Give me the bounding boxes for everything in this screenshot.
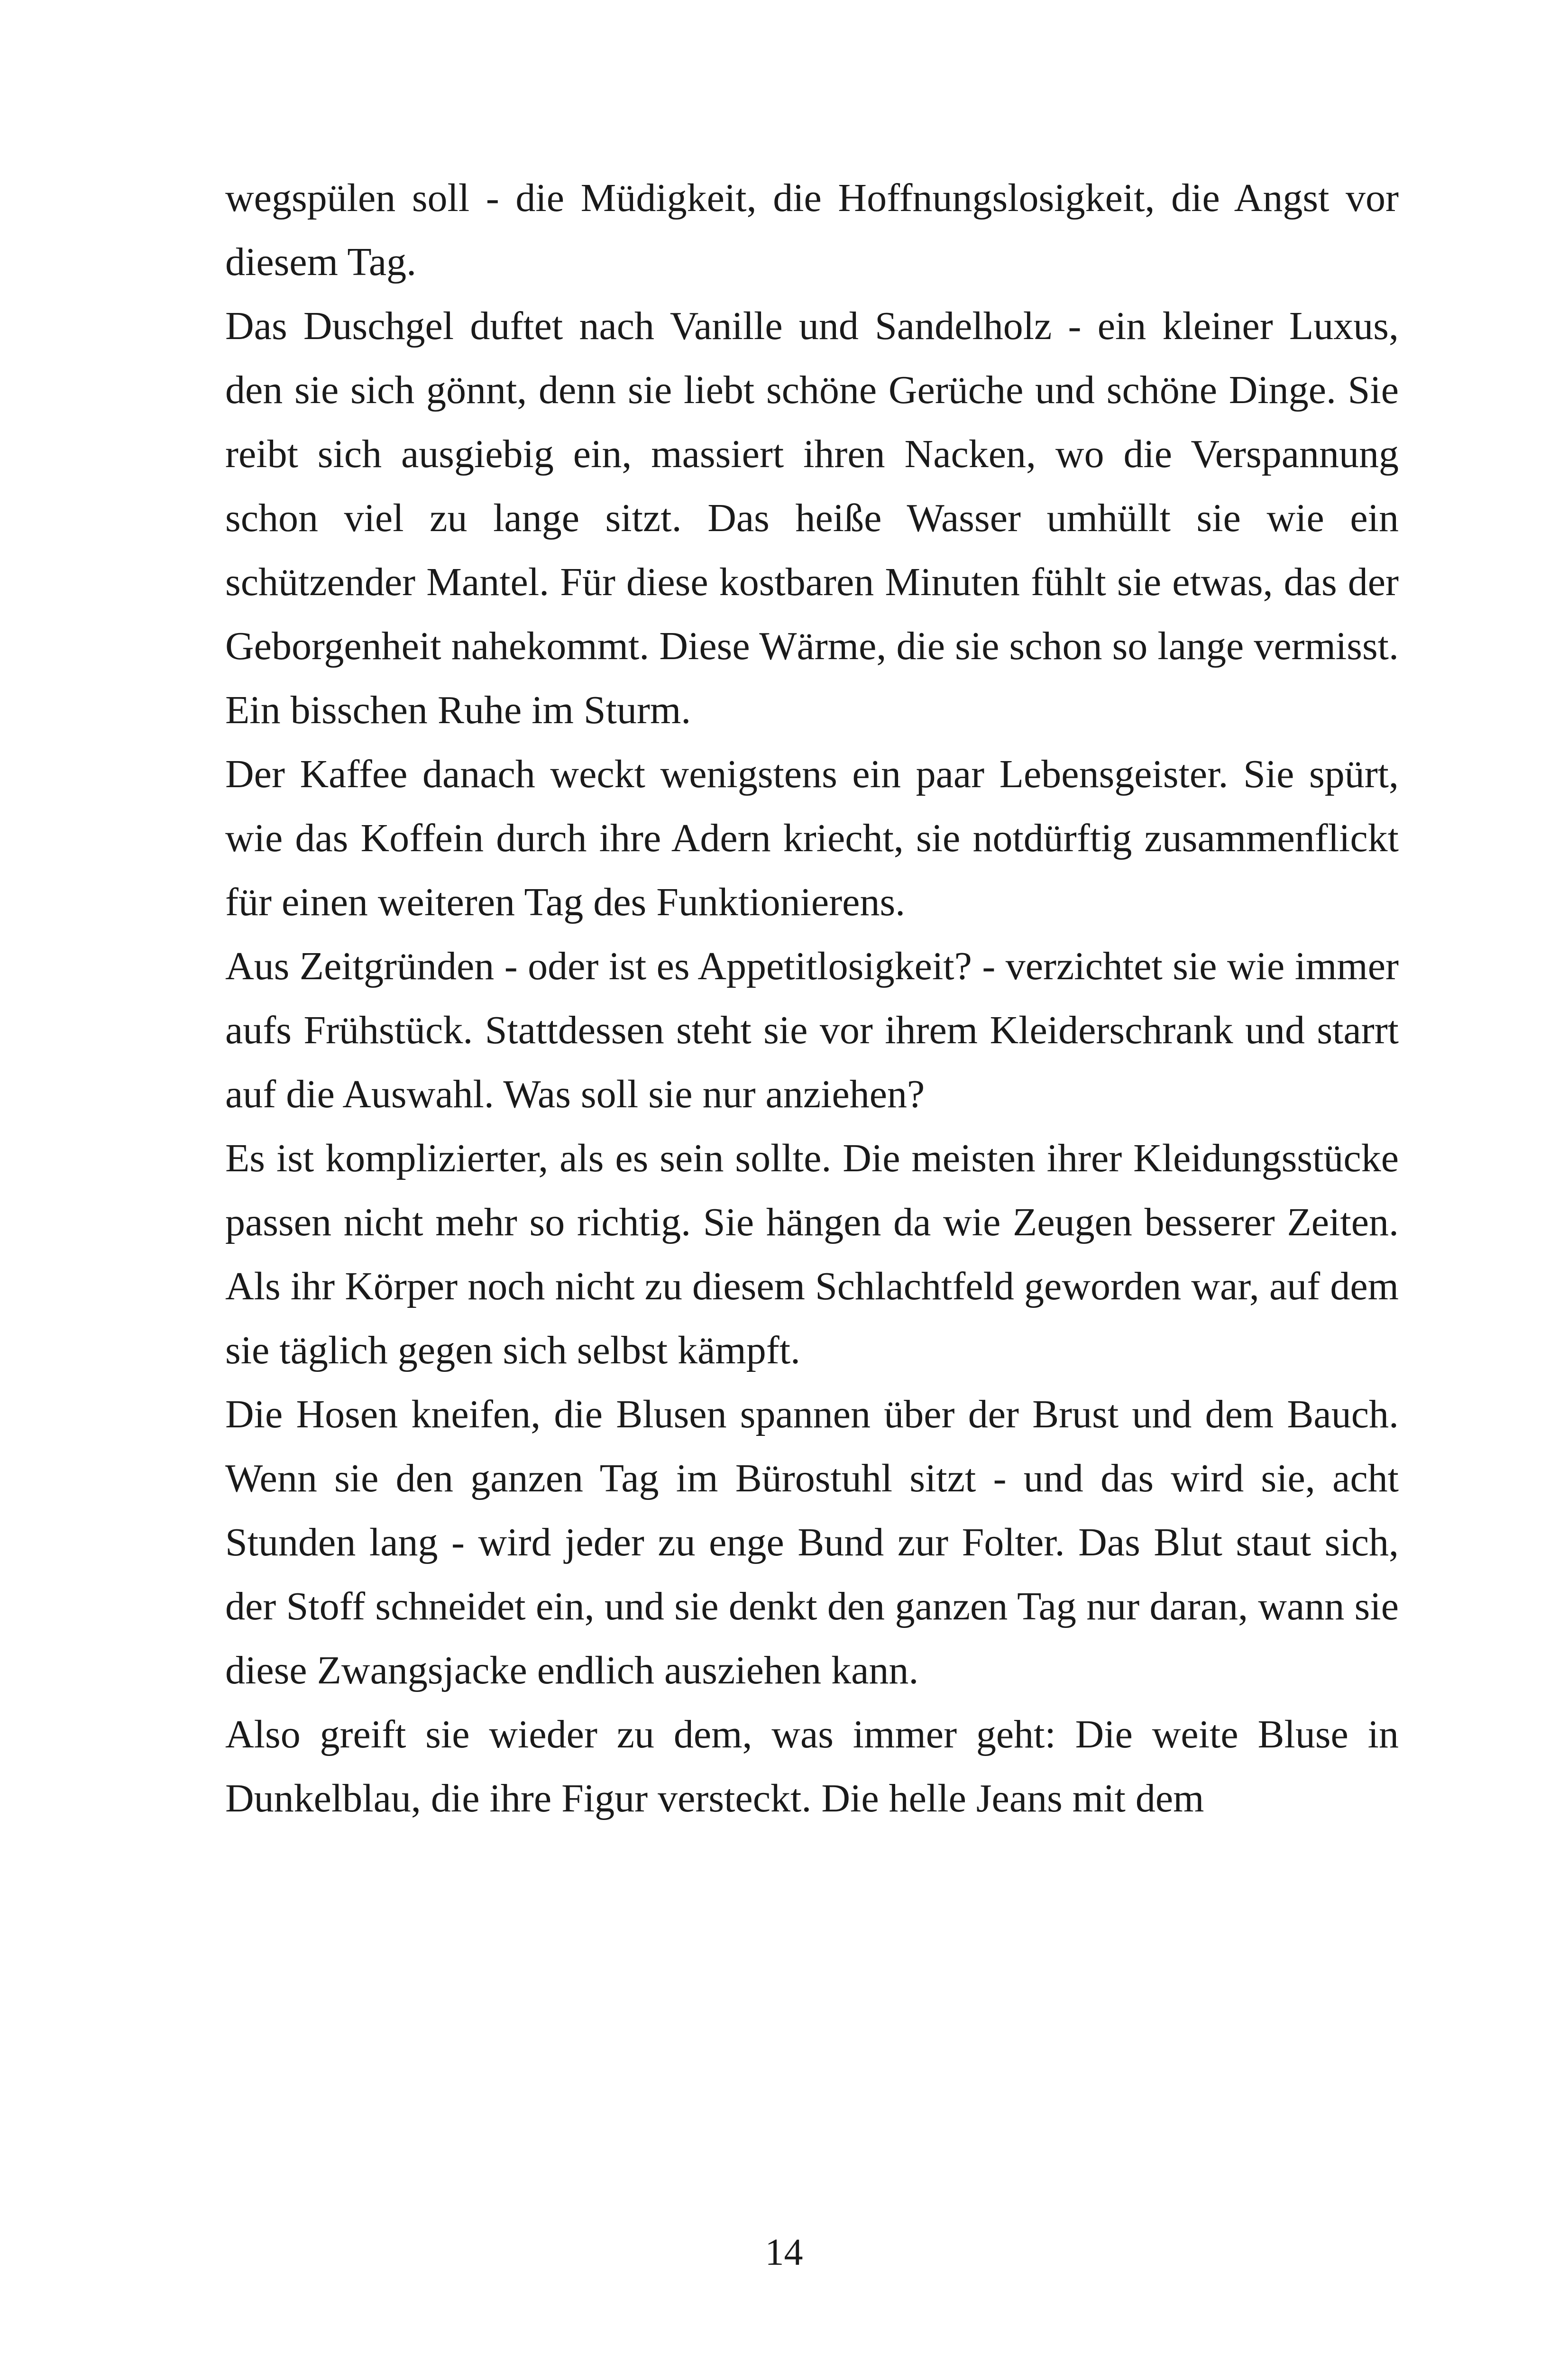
paragraph: wegspülen soll - die Müdigkeit, die Hoffnungslosigkeit, die Angst vor diesem Tag. [225, 176, 1399, 284]
paragraph: Die Hosen kneifen, die Blusen spannen über der Brust und dem Bauch. Wenn sie den ganzen Tag im Bürostuhl sitzt - und das wird sie, acht Stunden lang - wird jeder zu enge Bund zur Folter. Das Blut staut sich, der Stoff schneidet ein, und sie denkt den ganzen Tag nur daran, wann sie diese Zwangsjacke endlich ausziehen kann. [225, 1392, 1399, 1692]
paragraph: Der Kaffee danach weckt wenigstens ein paar Lebensgeister. Sie spürt, wie das Koffein durch ihre Adern kriecht, sie notdürftig zusammenflickt für einen weiteren Tag des Funktionierens. [225, 752, 1399, 924]
paragraph: Aus Zeitgründen - oder ist es Appetitlosigkeit? - verzichtet sie wie immer aufs Frühstück. Stattdessen steht sie vor ihrem Kleiderschrank und starrt auf die Auswahl. Was soll sie nur anziehen? [225, 944, 1399, 1116]
paragraph: Das Duschgel duftet nach Vanille und Sandelholz - ein kleiner Luxus, den sie sich gönnt, denn sie liebt schöne Gerüche und schöne Dinge. Sie reibt sich ausgiebig ein, massiert ihren Nacken, wo die Verspannung schon viel zu lange sitzt. Das heiße Wasser umhüllt sie wie ein schützender Mantel. Für diese kostbaren Minuten fühlt sie etwas, das der Geborgenheit nahekommt. Diese Wärme, die sie schon so lange vermisst. Ein bisschen Ruhe im Sturm. [225, 304, 1399, 732]
paragraph: Es ist komplizierter, als es sein sollte. Die meisten ihrer Kleidungsstücke passen nicht mehr so richtig. Sie hängen da wie Zeugen besserer Zeiten. Als ihr Körper noch nicht zu diesem Schlachtfeld geworden war, auf dem sie täglich gegen sich selbst kämpft. [225, 1136, 1399, 1372]
paragraph: Also greift sie wieder zu dem, was immer geht: Die weite Bluse in Dunkelblau, die ihre Figur versteckt. Die helle Jeans mit dem [225, 1712, 1399, 1820]
body-text [225, 166, 1399, 1830]
page-number: 14 [765, 2232, 803, 2273]
